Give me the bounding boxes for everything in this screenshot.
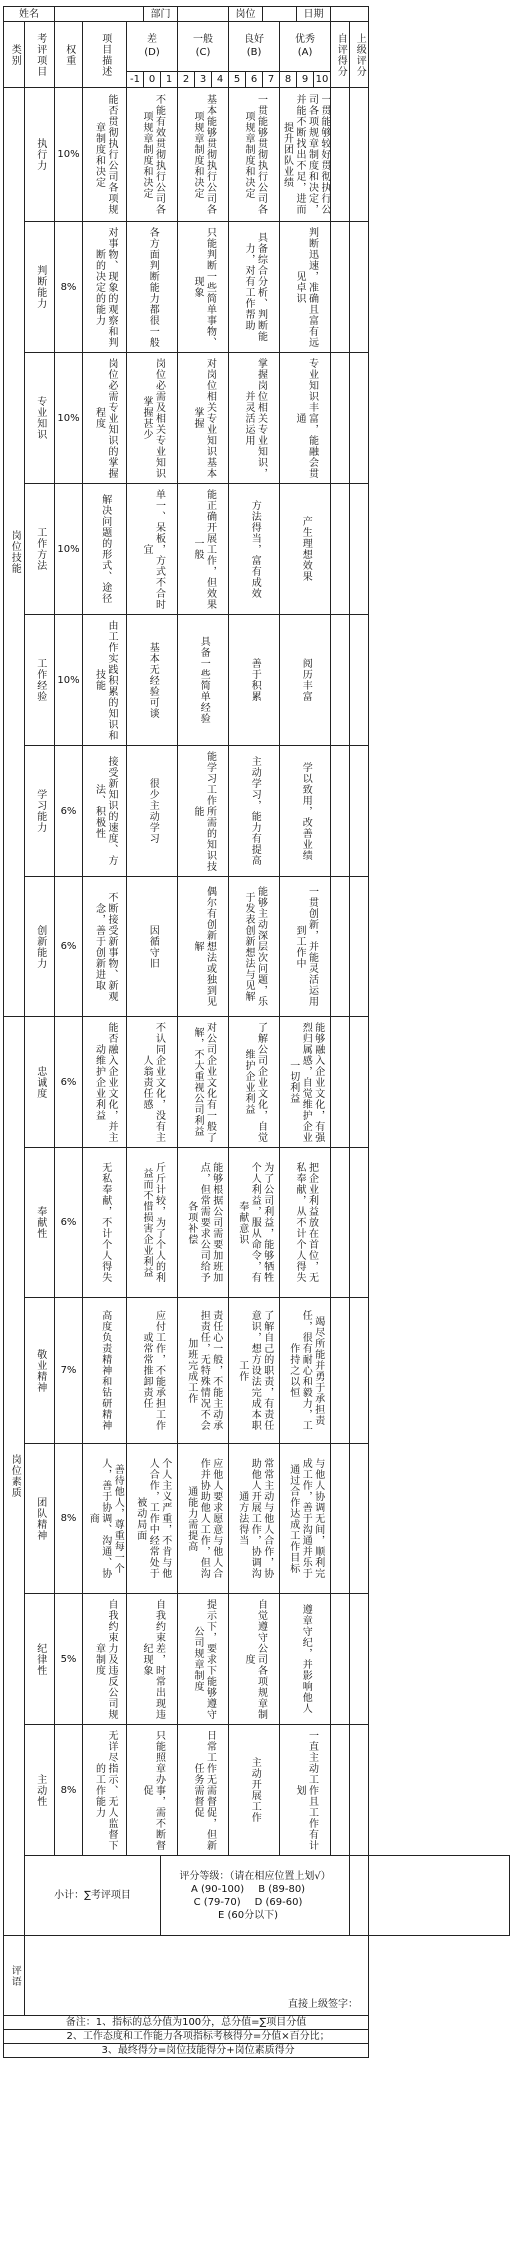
col-desc: 项目描述: [83, 22, 127, 88]
score-scale-cell: 10: [314, 72, 331, 88]
item-label: 创新能力: [34, 924, 46, 969]
level-b-cell[interactable]: [229, 615, 280, 746]
level-c-text: 对岗位相关专业知识基本掌握: [192, 357, 216, 479]
col-self-score: 自评得分: [331, 22, 350, 88]
grade-option[interactable]: C (79-70): [193, 1896, 241, 1908]
col-weight: 权重: [55, 22, 83, 88]
level-b-cell[interactable]: [229, 1298, 280, 1444]
desc-text: 能否融入企业文化，并主动维护企业利益: [93, 1021, 117, 1143]
desc-cell: [83, 1444, 127, 1594]
level-a-cell[interactable]: [280, 615, 331, 746]
level-a-cell[interactable]: [280, 1444, 331, 1594]
level-d-cell[interactable]: [127, 222, 178, 353]
self-score-field[interactable]: [331, 1017, 350, 1148]
desc-text: 无私奉献，不计个人得失: [99, 1162, 111, 1283]
level-b-text: 主动学习，能力有提高: [249, 756, 261, 866]
level-d-text: 很少主动学习: [147, 778, 159, 844]
comment-label-text: 评语: [9, 1964, 21, 1987]
score-scale-cell: 6: [246, 72, 263, 88]
grade-option[interactable]: B (89-80): [258, 1883, 306, 1895]
desc-cell: [83, 746, 127, 877]
level-b-text: 为了公司利益，能够牺牲个人利益，服从命令，有奉献意识: [236, 1162, 273, 1283]
level-b-cell[interactable]: [229, 353, 280, 484]
item-label: 工作方法: [34, 527, 46, 571]
note-row: [4, 2030, 510, 2044]
level-b-header: 良好 (B): [229, 22, 280, 72]
level-a-cell[interactable]: [280, 1725, 331, 1856]
desc-text: 无详尽指示、无人监督下的工作能力: [93, 1729, 117, 1851]
level-d-text: 斤斤计较，为了个人的利益而不惜损害企业利益: [141, 1162, 165, 1283]
level-c-cell[interactable]: [178, 1444, 229, 1594]
level-c-cell[interactable]: [178, 222, 229, 353]
signature-label: 直接上级签字：: [288, 1999, 359, 2010]
level-c-cell[interactable]: [178, 1594, 229, 1725]
col-superior-score: 上级评分: [350, 22, 369, 88]
level-b-cell[interactable]: [229, 1148, 280, 1298]
category-cell: [4, 1017, 25, 1936]
dept-field[interactable]: [178, 7, 229, 22]
level-b-cell[interactable]: [229, 746, 280, 877]
desc-text: 由工作实践积累的知识和技能: [93, 619, 117, 741]
score-scale-cell: 1: [161, 72, 178, 88]
level-a-text: 一贯创新，并能灵活运用到工作中: [294, 886, 318, 1007]
level-d-cell[interactable]: [127, 746, 178, 877]
desc-text: 高度负责精神和钻研精神: [99, 1310, 111, 1431]
level-d-cell[interactable]: [127, 1594, 178, 1725]
level-d-cell[interactable]: [127, 484, 178, 615]
level-b-cell[interactable]: [229, 1444, 280, 1594]
grade-option[interactable]: A (90-100): [190, 1883, 245, 1895]
level-c-cell[interactable]: [178, 88, 229, 222]
subtotal-superior[interactable]: [369, 1856, 510, 1936]
item-label: 奉献性: [34, 1206, 46, 1239]
desc-text: 自我约束力及违反公司规章制度: [93, 1598, 117, 1720]
criteria-row: [4, 746, 510, 877]
superior-score-field[interactable]: [350, 1148, 369, 1298]
level-d-cell[interactable]: [127, 88, 178, 222]
weight-cell: 8%: [55, 222, 83, 353]
level-c-header: 一般 (C): [178, 22, 229, 72]
desc-text: 接受新知识的速度、方法、积极性: [93, 756, 117, 866]
level-d-text: 因循守旧: [147, 924, 159, 969]
criteria-row: [4, 877, 510, 1017]
level-c-text: 具备一些简单经验: [198, 636, 210, 724]
level-c-text: 只能判断一些简单事物、现象: [192, 226, 216, 348]
level-c-text: 日常工作无需督促，但新任务需督促: [192, 1729, 216, 1851]
level-a-cell[interactable]: [280, 484, 331, 615]
note-text: 3、最终得分=岗位技能得分+岗位素质得分: [4, 2044, 369, 2058]
item-label: 专业知识: [34, 396, 46, 440]
level-b-cell[interactable]: [229, 1017, 280, 1148]
level-c-text: 能够根据公司需要加班加点，但常需要求公司给予各项补偿: [185, 1162, 222, 1283]
level-b-text: 善于积累: [249, 658, 261, 702]
level-d-cell[interactable]: [127, 615, 178, 746]
level-b-text: 了解公司企业文化，自觉维护企业利益: [243, 1021, 267, 1143]
level-b-cell[interactable]: [229, 222, 280, 353]
item-cell: [25, 353, 55, 484]
note-row: [4, 2044, 510, 2058]
level-b-cell[interactable]: [229, 1725, 280, 1856]
item-cell: [25, 746, 55, 877]
name-field[interactable]: [55, 7, 144, 22]
criteria-row: [4, 1017, 510, 1148]
item-cell: [25, 1298, 55, 1444]
item-label: 敬业精神: [34, 1348, 46, 1393]
level-a-text: 学以致用，改善业绩: [300, 761, 312, 861]
level-c-cell[interactable]: [178, 746, 229, 877]
level-b-cell[interactable]: [229, 484, 280, 615]
item-label: 学习能力: [34, 789, 46, 833]
level-b-text: 自觉遵守公司各项规章制度: [243, 1598, 267, 1720]
date-label: 日期: [297, 7, 331, 22]
self-score-field[interactable]: [331, 877, 350, 1017]
score-scale-cell: -1: [127, 72, 144, 88]
level-a-cell[interactable]: [280, 1148, 331, 1298]
self-score-field[interactable]: [331, 88, 350, 222]
desc-cell: [83, 353, 127, 484]
level-a-text: 产生理想效果: [300, 516, 312, 582]
level-c-cell[interactable]: [178, 353, 229, 484]
desc-cell: [83, 1148, 127, 1298]
weight-cell: 8%: [55, 1725, 83, 1856]
level-d-text: 单一、呆板，方式不合时宜: [141, 488, 165, 610]
self-score-field[interactable]: [331, 615, 350, 746]
level-b-text: 具备综合分析、判断能力，对有工作帮助: [243, 232, 267, 342]
criteria-row: [4, 222, 510, 353]
weight-cell: 10%: [55, 88, 83, 222]
level-c-text: 偶尔有创新想法或独到见解: [192, 886, 216, 1007]
self-score-field[interactable]: [331, 1594, 350, 1725]
subtotal-row: [4, 1856, 510, 1936]
level-c-cell[interactable]: [178, 484, 229, 615]
desc-text: 能否贯彻执行公司各项规章制度和决定: [93, 94, 117, 215]
item-label: 主动性: [34, 1773, 46, 1807]
criteria-row: [4, 88, 510, 222]
superior-score-field[interactable]: [350, 1017, 369, 1148]
superior-score-field[interactable]: [350, 484, 369, 615]
comment-label: [4, 1936, 25, 2016]
level-d-cell[interactable]: [127, 1298, 178, 1444]
item-cell: [25, 88, 55, 222]
level-c-text: 对公司企业文化有一般了解，不大重视公司利益: [192, 1021, 216, 1143]
level-c-text: 能正确开展工作，但效果一般: [192, 488, 216, 610]
level-a-text: 遵章守纪，并影响他人: [300, 1604, 312, 1714]
weight-cell: 6%: [55, 877, 83, 1017]
weight-cell: 10%: [55, 484, 83, 615]
self-score-field[interactable]: [331, 353, 350, 484]
self-score-field[interactable]: [331, 1444, 350, 1594]
superior-score-field[interactable]: [350, 1725, 369, 1856]
category-label: 岗位素质: [9, 1454, 21, 1498]
info-row: [4, 7, 510, 22]
level-a-text: 判断迅速，准确且富有远见卓识: [294, 226, 318, 348]
level-a-text: 竭尽所能并勇于承担责任，很有耐心和毅力，工作持之以恒: [287, 1310, 324, 1431]
desc-text: 岗位必需专业知识的掌握程度: [93, 357, 117, 479]
score-scale-cell: 2: [178, 72, 195, 88]
grade-option[interactable]: E (60分以下): [218, 1909, 279, 1921]
category-cell: [4, 88, 25, 1017]
criteria-row: [4, 1444, 510, 1594]
col-item: 考评项目: [25, 22, 55, 88]
item-cell: [25, 1725, 55, 1856]
self-score-field[interactable]: [331, 1725, 350, 1856]
superior-score-field[interactable]: [350, 1594, 369, 1725]
level-b-cell[interactable]: [229, 877, 280, 1017]
superior-score-field[interactable]: [350, 746, 369, 877]
header-row-1: [4, 22, 510, 72]
score-scale-cell: 0: [144, 72, 161, 88]
category-label: 岗位技能: [9, 530, 21, 574]
item-cell: [25, 1594, 55, 1725]
level-b-cell[interactable]: [229, 1594, 280, 1725]
weight-cell: 10%: [55, 615, 83, 746]
level-d-cell[interactable]: [127, 353, 178, 484]
score-scale-cell: 5: [229, 72, 246, 88]
desc-cell: [83, 1017, 127, 1148]
level-b-text: 掌握岗位相关专业知识，并灵活运用: [243, 357, 267, 479]
item-label: 工作经验: [34, 658, 46, 702]
weight-cell: 6%: [55, 746, 83, 877]
score-scale-cell: 4: [212, 72, 229, 88]
criteria-row: [4, 1725, 510, 1856]
position-label: 岗位: [229, 7, 263, 22]
self-score-field[interactable]: [331, 1148, 350, 1298]
subtotal-self[interactable]: [350, 1856, 369, 1936]
level-b-text: 了解自己的职责，有责任意识，想方设法完成本职工作: [236, 1310, 273, 1431]
item-label: 执行力: [34, 138, 46, 171]
desc-cell: [83, 1725, 127, 1856]
level-a-cell[interactable]: [280, 1594, 331, 1725]
desc-text: 不断接受新事物、新观念，善于创新进取: [93, 891, 117, 1002]
level-b-text: 能够主动深层次问题，乐于发表创新想法与见解: [243, 886, 267, 1007]
weight-cell: 8%: [55, 1444, 83, 1594]
criteria-row: [4, 353, 510, 484]
self-score-field[interactable]: [331, 222, 350, 353]
criteria-row: [4, 1298, 510, 1444]
level-d-text: 基本无经验可谈: [147, 641, 159, 719]
criteria-row: [4, 484, 510, 615]
col-category: 类别: [4, 22, 25, 88]
item-cell: [25, 615, 55, 746]
level-c-cell[interactable]: [178, 1298, 229, 1444]
desc-cell: [83, 1298, 127, 1444]
desc-text: 解决问题的形式、途径: [99, 494, 111, 604]
level-d-cell[interactable]: [127, 1444, 178, 1594]
criteria-row: [4, 1594, 510, 1725]
desc-text: 对事物、现象的观察和判断的决定的能力: [93, 226, 117, 348]
level-a-cell[interactable]: [280, 1298, 331, 1444]
weight-cell: 5%: [55, 1594, 83, 1725]
weight-cell: 7%: [55, 1298, 83, 1444]
level-a-cell[interactable]: [280, 222, 331, 353]
comment-row: [4, 1936, 510, 2016]
level-c-text: 责任心一般，不能主动承担责任，无特殊情况不会加班完成工作: [185, 1310, 222, 1431]
level-d-cell[interactable]: [127, 877, 178, 1017]
subtotal-label: 小计：∑考评项目: [25, 1856, 161, 1936]
level-a-text: 专业知识丰富，能融会贯通: [294, 357, 318, 479]
superior-score-field[interactable]: [350, 1298, 369, 1444]
comment-field[interactable]: [25, 1936, 369, 2016]
desc-cell: [83, 615, 127, 746]
level-a-text: 一直主动工作且工作有计划: [294, 1729, 318, 1851]
level-a-text: 能够融入企业文化，有强烈归属感，自觉维护企业一切利益: [287, 1021, 324, 1143]
level-d-text: 个人主义严重，不肯与他人合作，工作中经常处于被动局面: [134, 1458, 171, 1579]
note-text: 备注：1、指标的总分值为100分，总分值=∑项目分值: [4, 2016, 369, 2030]
level-c-cell[interactable]: [178, 1017, 229, 1148]
level-c-text: 应他人要求愿意与他人合作并协助他人工作，但沟通能力需提高: [185, 1458, 222, 1579]
item-cell: [25, 1148, 55, 1298]
level-c-cell[interactable]: [178, 615, 229, 746]
level-a-text: 阅历丰富: [300, 658, 312, 702]
level-c-text: 基本能够贯彻执行公司各项规章制度和决定: [192, 94, 216, 215]
level-b-text: 方法得当，富有成效: [249, 499, 261, 599]
level-c-text: 提示下，要求下能够遵守公司规章制度: [192, 1598, 216, 1720]
level-d-header: 差 (D): [127, 22, 178, 72]
note-text: 2、工作态度和工作能力各项指标考核得分=分值×百分比；: [4, 2030, 369, 2044]
level-d-cell[interactable]: [127, 1148, 178, 1298]
item-label: 忠诚度: [34, 1065, 46, 1099]
criteria-row: [4, 1148, 510, 1298]
date-field[interactable]: [331, 7, 369, 22]
level-a-cell[interactable]: [280, 88, 331, 222]
level-d-text: 不能有效贯彻执行公司各项规章制度和决定: [141, 94, 165, 215]
level-d-text: 自我约束差，时常出现违纪现象: [141, 1598, 165, 1720]
evaluation-table: [3, 6, 510, 2058]
desc-cell: [83, 88, 127, 222]
item-cell: [25, 222, 55, 353]
level-c-cell[interactable]: [178, 1148, 229, 1298]
superior-score-field[interactable]: [350, 877, 369, 1017]
level-d-text: 岗位必需及相关专业知识掌握甚少: [141, 357, 165, 479]
weight-cell: 10%: [55, 353, 83, 484]
level-a-cell[interactable]: [280, 1017, 331, 1148]
level-d-cell[interactable]: [127, 1725, 178, 1856]
desc-cell: [83, 877, 127, 1017]
item-label: 判断能力: [34, 265, 46, 309]
level-b-text: 一贯能够贯彻执行公司各项规章制度和决定: [243, 94, 267, 215]
self-score-field[interactable]: [331, 484, 350, 615]
self-score-field[interactable]: [331, 1298, 350, 1444]
name-label: 姓名: [4, 7, 55, 22]
desc-cell: [83, 222, 127, 353]
level-d-text: 各方面判断能力都很一般: [147, 226, 159, 348]
weight-cell: 6%: [55, 1148, 83, 1298]
level-c-cell[interactable]: [178, 877, 229, 1017]
level-a-text: 把企业利益放在首位，无私奉献，从不计个人得失: [294, 1162, 318, 1283]
level-b-text: 主动开展工作: [249, 1757, 261, 1823]
self-score-field[interactable]: [331, 746, 350, 877]
item-cell: [25, 877, 55, 1017]
item-cell: [25, 1444, 55, 1594]
item-label: 团队精神: [34, 1496, 46, 1541]
item-label: 纪律性: [34, 1642, 46, 1676]
score-scale-cell: 7: [263, 72, 280, 88]
desc-cell: [83, 1594, 127, 1725]
level-c-text: 能学习工作所需的知识技能: [192, 750, 216, 872]
criteria-row: [4, 615, 510, 746]
superior-score-field[interactable]: [350, 88, 369, 222]
grade-option[interactable]: D (69-60): [254, 1896, 303, 1908]
grade-options: [161, 1883, 349, 1922]
level-a-text: 一贯能够较好贯彻执行公司各项规章制度和决定，并能不断找出不足，进而提升团队业绩: [281, 94, 331, 215]
desc-cell: [83, 484, 127, 615]
superior-score-field[interactable]: [350, 1444, 369, 1594]
level-b-text: 常常主动与他人合作，协助他人开展工作，协调沟通方法得当: [236, 1458, 273, 1579]
weight-cell: 6%: [55, 1017, 83, 1148]
score-scale-cell: 9: [297, 72, 314, 88]
level-d-text: 应付工作，不能承担工作或常常推卸责任: [141, 1310, 165, 1431]
level-a-cell[interactable]: [280, 877, 331, 1017]
superior-score-field[interactable]: [350, 615, 369, 746]
grade-selection[interactable]: [161, 1856, 350, 1936]
superior-score-field[interactable]: [350, 222, 369, 353]
level-b-cell[interactable]: [229, 88, 280, 222]
level-a-cell[interactable]: [280, 353, 331, 484]
level-d-cell[interactable]: [127, 1017, 178, 1148]
score-scale-cell: 3: [195, 72, 212, 88]
note-row: [4, 2016, 510, 2030]
level-d-text: 只能照章办事，需不断督促: [141, 1729, 165, 1851]
grade-title: 评分等级：（请在相应位置上划√）: [179, 1870, 331, 1882]
level-a-cell[interactable]: [280, 746, 331, 877]
level-c-cell[interactable]: [178, 1725, 229, 1856]
level-d-text: 不认同企业文化，没有主人翁责任感: [141, 1021, 165, 1143]
level-a-header: 优秀 (A): [280, 22, 331, 72]
superior-score-field[interactable]: [350, 353, 369, 484]
position-field[interactable]: [263, 7, 297, 22]
level-a-text: 与他人协调无间，顺利完成工作，善于沟通并乐于通过合作达成工作目标: [287, 1458, 324, 1579]
item-cell: [25, 1017, 55, 1148]
item-cell: [25, 484, 55, 615]
score-scale-cell: 8: [280, 72, 297, 88]
desc-text: 善待他人，尊重每一个人，善于协调、沟通、协商: [87, 1458, 124, 1579]
dept-label: 部门: [144, 7, 178, 22]
